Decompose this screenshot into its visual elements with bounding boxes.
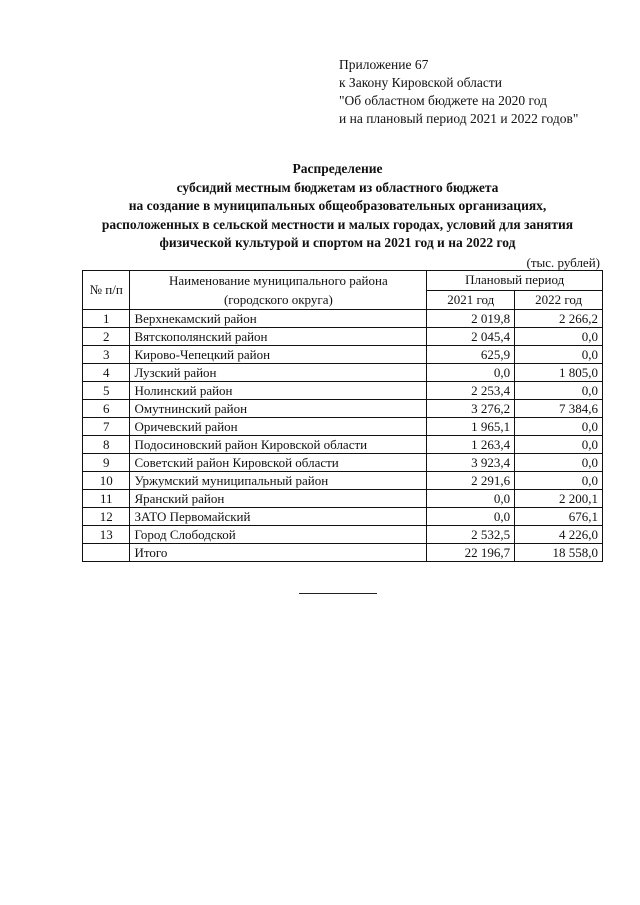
row-2022: 0,0 — [515, 436, 603, 454]
row-2021: 3 923,4 — [427, 454, 515, 472]
row-num: 9 — [83, 454, 130, 472]
appendix-line: "Об областном бюджете на 2020 год — [339, 93, 547, 108]
row-2021: 2 532,5 — [427, 526, 515, 544]
row-2022: 0,0 — [515, 418, 603, 436]
header-year-2022: 2022 год — [515, 290, 603, 310]
header-name — [130, 271, 427, 310]
row-2022: 676,1 — [515, 508, 603, 526]
row-name: Лузский район — [130, 364, 427, 382]
row-2021: 2 253,4 — [427, 382, 515, 400]
row-num: 11 — [83, 490, 130, 508]
row-2022: 0,0 — [515, 328, 603, 346]
appendix-note — [339, 56, 578, 128]
table-row — [83, 526, 603, 544]
row-2021: 1 965,1 — [427, 418, 515, 436]
row-2022: 0,0 — [515, 454, 603, 472]
row-num: 8 — [83, 436, 130, 454]
row-2022: 1 805,0 — [515, 364, 603, 382]
row-num: 12 — [83, 508, 130, 526]
header-name-line2: (городского округа) — [223, 292, 333, 307]
row-name: Советский район Кировской области — [130, 454, 427, 472]
table-row — [83, 436, 603, 454]
row-2022: 7 384,6 — [515, 400, 603, 418]
closing-rule — [299, 593, 377, 594]
header-num: № п/п — [83, 271, 130, 310]
header-name-line1: Наименование муниципального района — [169, 273, 388, 288]
total-row — [83, 544, 603, 562]
table-row — [83, 310, 603, 328]
total-2022: 18 558,0 — [515, 544, 603, 562]
total-label: Итого — [130, 544, 427, 562]
table-row — [83, 346, 603, 364]
row-2021: 0,0 — [427, 508, 515, 526]
title-line: на создание в муниципальных общеобразовательных организациях, — [128, 198, 547, 213]
header-year-2021: 2021 год — [427, 290, 515, 310]
row-2022: 2 200,1 — [515, 490, 603, 508]
row-name: Верхнекамский район — [130, 310, 427, 328]
table-row — [83, 400, 603, 418]
units-label: (тыс. рублей) — [526, 255, 600, 270]
table-row — [83, 328, 603, 346]
row-2021: 2 019,8 — [427, 310, 515, 328]
row-num: 10 — [83, 472, 130, 490]
row-num: 2 — [83, 328, 130, 346]
total-num — [83, 544, 130, 562]
title-line: расположенных в сельской местности и малых городах, условий для занятия — [101, 216, 574, 232]
row-name: Уржумский муниципальный район — [130, 472, 427, 490]
row-name: Яранский район — [130, 490, 427, 508]
title-line: субсидий местным бюджетам из областного бюджета — [176, 179, 499, 195]
table-row — [83, 382, 603, 400]
row-num: 7 — [83, 418, 130, 436]
row-name: Вятскополянский район — [130, 328, 427, 346]
appendix-line: Приложение 67 — [339, 57, 429, 72]
document-title — [60, 160, 615, 253]
row-name: Подосиновский район Кировской области — [130, 436, 427, 454]
table-row — [83, 418, 603, 436]
table-row — [83, 454, 603, 472]
table-row — [83, 472, 603, 490]
row-num: 5 — [83, 382, 130, 400]
table-header-row — [83, 271, 603, 291]
row-2021: 2 291,6 — [427, 472, 515, 490]
appendix-line: к Закону Кировской области — [339, 75, 503, 90]
row-name: Город Слободской — [130, 526, 427, 544]
row-2022: 4 226,0 — [515, 526, 603, 544]
row-name: Омутнинский район — [130, 400, 427, 418]
row-name: Кирово-Чепецкий район — [130, 346, 427, 364]
row-name: Нолинский район — [130, 382, 427, 400]
row-num: 6 — [83, 400, 130, 418]
subsidy-table — [82, 270, 603, 562]
table-row — [83, 490, 603, 508]
row-name: ЗАТО Первомайский — [130, 508, 427, 526]
title-line: Распределение — [292, 161, 383, 176]
row-2021: 625,9 — [427, 346, 515, 364]
row-num: 3 — [83, 346, 130, 364]
row-num: 4 — [83, 364, 130, 382]
table-row — [83, 364, 603, 382]
row-name: Оричевский район — [130, 418, 427, 436]
row-num: 1 — [83, 310, 130, 328]
title-line: физической культурой и спортом на 2021 год и на 2022 год — [159, 235, 516, 250]
row-2022: 0,0 — [515, 346, 603, 364]
appendix-line: и на плановый период 2021 и 2022 годов" — [339, 111, 579, 126]
row-2021: 1 263,4 — [427, 436, 515, 454]
row-num: 13 — [83, 526, 130, 544]
row-2022: 2 266,2 — [515, 310, 603, 328]
table-row — [83, 508, 603, 526]
row-2021: 0,0 — [427, 364, 515, 382]
row-2021: 3 276,2 — [427, 400, 515, 418]
row-2022: 0,0 — [515, 472, 603, 490]
row-2021: 2 045,4 — [427, 328, 515, 346]
header-period: Плановый период — [427, 271, 603, 291]
row-2021: 0,0 — [427, 490, 515, 508]
total-2021: 22 196,7 — [427, 544, 515, 562]
row-2022: 0,0 — [515, 382, 603, 400]
